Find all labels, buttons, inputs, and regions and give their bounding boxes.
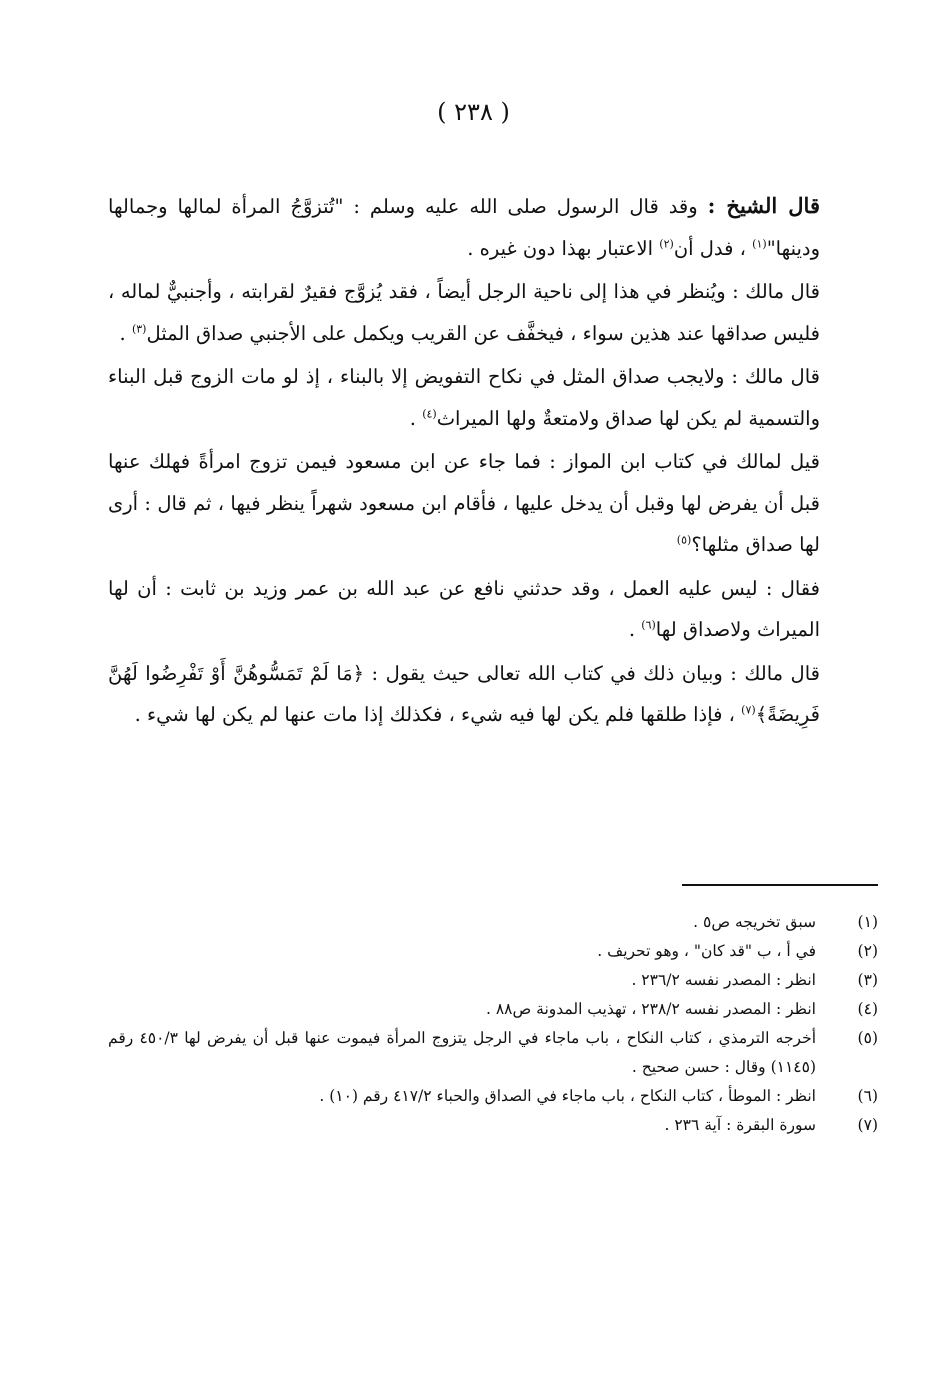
footnote-number: (٤) — [857, 1000, 878, 1018]
footnote — [108, 995, 878, 1024]
footnote-text: انظر : المصدر نفسه ٢٣٦/٢ . — [631, 971, 816, 989]
footnote-ref: (٣) — [131, 322, 147, 335]
footnote — [108, 1111, 878, 1140]
footnote-ref: (٦) — [641, 618, 656, 632]
paragraph-2 — [108, 271, 820, 354]
footnote-text: أخرجه الترمذي ، كتاب النكاح ، باب ماجاء في الرجل يتزوج المرأة فيموت عنها قبل أن يفرض لها ٤٥٠/٣ رقم (١١٤٥) وقال : حسن صحيح . — [108, 1029, 816, 1076]
footnote-text: انظر : الموطأ ، كتاب النكاح ، باب ماجاء في الصداق والحباء ٤١٧/٢ رقم (١٠) . — [319, 1087, 816, 1105]
footnote-ref: (١) — [752, 237, 767, 250]
footnote-number: (٢) — [857, 942, 878, 960]
paragraph-text: . — [119, 321, 126, 345]
footnote-number: (٦) — [857, 1087, 878, 1105]
footnote-text: في أ ، ب "قد كان" ، وهو تحريف . — [597, 942, 816, 960]
paragraph-text: قال مالك : ولايجب صداق المثل في نكاح التفويض إلا بالبناء ، إذ لو مات الزوج قبل البناء والتسمية لم يكن لها صداق ولامتعةٌ ولها الميراث — [108, 365, 820, 430]
footnote-ref: (٤) — [422, 407, 437, 420]
paragraph-text: ، فإذا طلقها فلم يكن لها فيه شيء ، فكذلك إذا مات عنها لم يكن لها شيء . — [134, 703, 735, 726]
paragraph-3 — [108, 356, 820, 439]
paragraph-4 — [108, 441, 820, 566]
footnote-ref: (٢) — [659, 237, 674, 250]
footnote-number: (٣) — [857, 971, 878, 989]
footnote — [108, 908, 878, 937]
footnote — [108, 937, 878, 966]
footnote — [108, 1082, 878, 1111]
paragraph-text: قال مالك : وبيان ذلك في كتاب الله تعالى حيث يقول : ﴿مَا لَمْ تَمَسُّوهُنَّ أَوْ تَفْرِضُوا لَهُنَّ فَرِيضَةً﴾ — [108, 661, 820, 726]
main-text — [108, 185, 820, 738]
footnote-ref: (٧) — [741, 703, 756, 717]
footnote-ref: (٥) — [676, 533, 692, 547]
paragraph-text: الاعتبار بهذا دون غيره . — [467, 236, 654, 260]
paragraph-5 — [108, 568, 820, 651]
paragraph-text: ، فدل أن — [673, 236, 746, 260]
paragraph-6 — [108, 653, 820, 736]
paragraph-text: . — [409, 406, 416, 430]
footnote-text: سورة البقرة : آية ٢٣٦ . — [664, 1116, 816, 1134]
paragraph-text: . — [628, 618, 636, 641]
paragraph-text: فقال : ليس عليه العمل ، وقد حدثني نافع عن عبد الله بن عمر وزيد بن ثابت : أن لها الميراث ولاصداق لها — [108, 576, 820, 641]
footnotes — [108, 908, 878, 1140]
footnote-separator — [682, 884, 878, 886]
speaker-label: قال الشيخ : — [707, 193, 820, 218]
footnote-text: انظر : المصدر نفسه ٢٣٨/٢ ، تهذيب المدونة ص٨٨ . — [485, 1000, 816, 1018]
footnote-number: (١) — [857, 913, 878, 931]
paragraph-text: وقد قال الرسول صلى الله عليه وسلم : "تُتزوَّجُ المرأة لمالها وجمالها ودينها" — [108, 195, 820, 260]
paragraph-text: قيل لمالك في كتاب ابن المواز : فما جاء عن ابن مسعود فيمن تزوج امرأةً فهلك عنها قبل أن يفرض لها وقبل أن يدخل عليها ، فأقام ابن مسعود شهراً ينظر فيها ، ثم قال : أرى لها صداق مثلها؟ — [108, 450, 820, 556]
page-number: ( ٢٣٨ ) — [437, 98, 510, 126]
footnote — [108, 966, 878, 995]
paragraph-text: قال مالك : ويُنظر في هذا إلى ناحية الرجل أيضاً ، فقد يُزوَّج فقيرٌ لقرابته ، وأجنبيٌّ لماله ، فليس صداقها عند هذين سواء ، فيخفَّف عن القريب ويكمل على الأجنبي صداق المثل — [108, 280, 820, 345]
footnote-number: (٧) — [857, 1116, 878, 1134]
footnote-number: (٥) — [857, 1029, 878, 1047]
paragraph-1 — [108, 185, 820, 269]
footnote-text: سبق تخريجه ص٥ . — [693, 913, 816, 931]
footnote — [108, 1024, 878, 1082]
